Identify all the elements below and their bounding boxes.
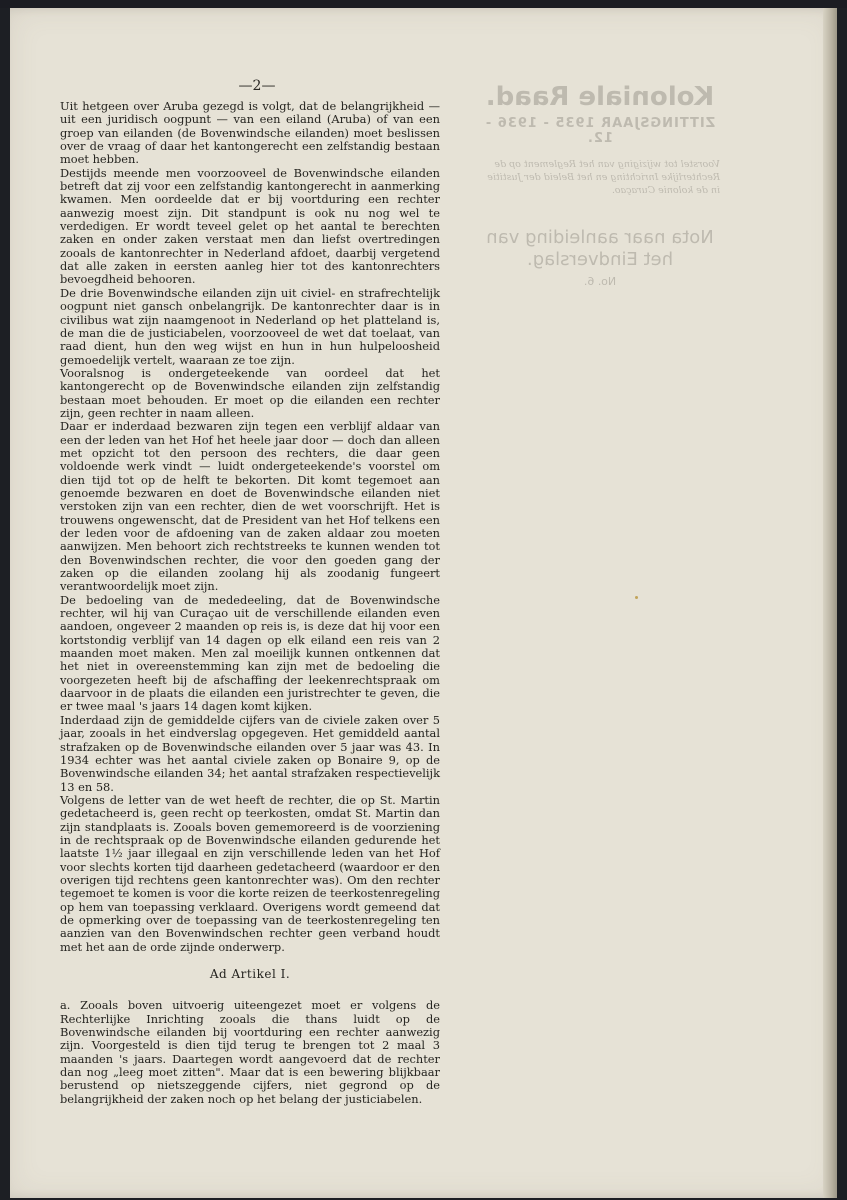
paragraph: De bedoeling van de mededeeling, dat de Bovenwindsche rechter, wil hij van Curaçao uit de verschillende eilanden even aandoen, ongeveer 2 maanden op reis is, is deze dat hij voor een kortstondig verblijf van 14 dagen op elk eiland een reis van 2 maanden moet maken. Men zal moeilijk kunnen ontkennen dat het niet in overeenstemming kan zijn met de bedoeling die voorgezeten heeft bij de afschaffing der leekenrechtspraak om daarvoor in de plaats die eilanden een juristrechter te geven, die er twee maal 's jaars 14 dagen komt kijken.	[60, 592, 440, 714]
paragraph: Volgens de letter van de wet heeft de rechter, die op St. Martin gedetacheerd is, geen recht op teerkosten, omdat St. Martin dan zijn standplaats is. Zooals boven gememoreerd is de voorziening in de rechtspraak op de Bovenwindsche eilanden gedurende het laatste 1½ jaar illegaal en zijn verschillende leden van het Hof voor slechts korten tijd daarheen gedetacheerd (waardoor er den overigen tijd rechtens geen kantonrechter was). Om den rechter tegemoet te komen is voor die korte reizen de teerkostenregeling op hem van toepassing verklaard. Overigens wordt gemeend dat de opmerking over de toepassing van de teerkostenregeling ten aanzien van den Bovenwindschen rechter geen verband houdt met het aan de orde zijnde onderwerp.	[60, 792, 440, 954]
paragraph: Destijds meende men voorzooveel de Bovenwindsche eilanden betreft dat zij voor een zelfstandig kantongerecht in aanmerking kwamen. Men oordeelde dat er bij voortduring een rechter aanwezig moest zijn. Dit standpunt is ook nu nog wel te verdedigen. Er wordt teveel gelet op het aantal te berechten zaken en onder zaken verstaat men dan liefst overtredingen zooals de kantonrechter in Nederland afdoet, daarbij vergetend dat alle zaken in eersten aanleg hier tot des kantonrechters bevoegdheid behooren.	[60, 165, 440, 287]
paragraph: Uit hetgeen over Aruba gezegd is volgt, dat de belangrijkheid — uit een juridisch oogpunt — van een eiland (Aruba) of van een groep van eilanden (de Bovenwindsche eilanden) moet beslissen over de vraag of daar het kantongerecht een zelfstandig bestaan moet hebben.	[60, 99, 440, 167]
bleed-heading: Nota naar aanleiding van het Eindverslag.	[486, 227, 714, 270]
bleed-through-text	[480, 78, 720, 288]
paragraph: Daar er inderdaad bezwaren zijn tegen een verblijf aldaar van een der leden van het Hof het heele jaar door — doch dan alleen met opzicht tot den persoon des rechters, die daar geen voldoende werk vindt — luidt ondergeteekende's voorstel om dien tijd tot op de helft te bekorten. Dit komt tegemoet aan genoemde bezwaren en doet de Bovenwindsche eilanden niet verstoken zijn van een rechter, dien de wet voorschrijft. Het is trouwens ongewenscht, dat de President van het Hof telkens een der leden voor de afdoening van de zaken aldaar zou moeten aanwijzen. Men behoort zich rechtstreeks te kunnen wenden tot den Bovenwindschen rechter, die voor den goeden gang der zaken op die eilanden zoolang hij als zoodanig fungeert verantwoordelijk moet zijn.	[60, 419, 440, 594]
top-edge	[0, 0, 847, 8]
document-page	[10, 8, 837, 1198]
section-heading: Ad Artikel I.	[209, 967, 291, 981]
paragraph: Inderdaad zijn de gemiddelde cijfers van de civiele zaken over 5 jaar, zooals in het eindverslag opgegeven. Het gemiddeld aantal strafzaken op de Bovenwindsche eilanden over 5 jaar was 43. In 1934 echter was het aantal civiele zaken op Bonaire 9, op de Bovenwindsche eilanden 34; het aantal strafzaken respectievelijk 13 en 58.	[60, 712, 440, 794]
page-number: —2—	[238, 78, 276, 94]
body-text	[60, 100, 440, 1106]
bleed-subtitle: ZITTINGSJAAR 1935 - 1936 - 12.	[484, 116, 716, 146]
paragraph: a. Zooals boven uitvoerig uiteengezet moet er volgens de Rechterlijke Inrichting zooals die thans luidt op de Bovenwindsche eilanden bij voortduring een rechter aanwezig zijn. Voorgesteld is dien tijd terug te brengen tot 2 maal 3 maanden 's jaars. Daartegen wordt aangevoerd dat de rechter dan nog „leeg moet zitten". Maar dat is een bewering blijkbaar berustend op nietszeggende cijfers, niet gegrond op de belangrijkheid der zaken noch op het belang der justiciabelen.	[60, 998, 440, 1106]
paper-speck	[635, 596, 638, 599]
paragraph: Vooralsnog is ondergeteekende van oordeel dat het kantongerecht op de Bovenwindsche eilanden zijn zelfstandig bestaan moet behouden. Er moet op die eilanden een rechter zijn, geen rechter in naam alleen.	[60, 365, 440, 420]
bleed-text: Voorstel tot wijziging van het Reglement op de Rechterlijke Inrichting en het Beleid der Justitie in de kolonie Curaçao.	[487, 159, 720, 196]
bleed-number: No. 6.	[583, 275, 617, 288]
page-spine-shadow	[823, 8, 837, 1198]
paragraph: De drie Bovenwindsche eilanden zijn uit civiel- en strafrechtelijk oogpunt niet gansch onbelangrijk. De kantonrechter daar is in civilibus wat zijn naamgenoot in Nederland op het platteland is, de man die de justiciabelen, voorzooveel de wet dat toelaat, van raad dient, hun den weg wijst en hun in hun hulpeloosheid gemoedelijk vertelt, waaraan ze toe zijn.	[60, 285, 440, 367]
bleed-title: Koloniale Raad.	[485, 82, 715, 112]
